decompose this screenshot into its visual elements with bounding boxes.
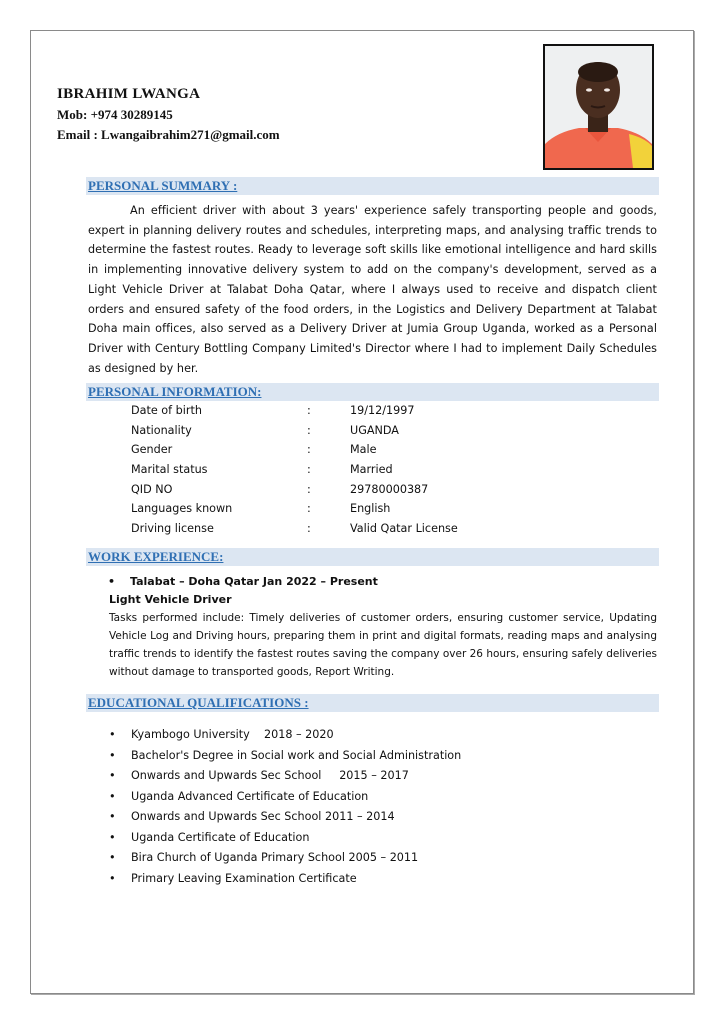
list-item bbox=[109, 766, 461, 787]
info-separator: : bbox=[307, 522, 311, 536]
info-label: Languages known bbox=[131, 502, 233, 516]
mobile-number: Mob: +974 30289145 bbox=[57, 107, 173, 122]
list-item bbox=[109, 787, 461, 808]
candidate-name: IBRAHIM LWANGA bbox=[57, 86, 201, 102]
bullet-icon: • bbox=[109, 748, 116, 762]
info-value: English bbox=[350, 502, 391, 516]
work-section-bar bbox=[86, 548, 659, 566]
summary-section-bar bbox=[86, 177, 659, 195]
bullet-icon: • bbox=[109, 830, 116, 844]
work-section-title: WORK EXPERIENCE: bbox=[88, 549, 224, 564]
info-separator: : bbox=[307, 443, 311, 457]
info-section-title: PERSONAL INFORMATION: bbox=[88, 384, 262, 399]
work-employer bbox=[108, 573, 656, 591]
list-item bbox=[109, 869, 461, 890]
bullet-icon: • bbox=[109, 851, 116, 864]
list-item bbox=[109, 746, 461, 767]
info-row-dob bbox=[131, 401, 530, 421]
bullet-icon: • bbox=[109, 789, 116, 803]
info-label: Marital status bbox=[131, 463, 208, 477]
work-experience-entry bbox=[109, 573, 657, 681]
work-role: Light Vehicle Driver bbox=[109, 593, 232, 606]
info-section-bar bbox=[86, 383, 659, 401]
info-value: Married bbox=[350, 463, 393, 477]
info-row-gender bbox=[131, 440, 530, 460]
profile-photo bbox=[543, 44, 654, 170]
info-row-marital-status bbox=[131, 460, 530, 480]
info-label: Gender bbox=[131, 443, 173, 457]
education-section-bar bbox=[86, 694, 659, 712]
info-value: Valid Qatar License bbox=[350, 522, 458, 536]
education-text: Uganda Advanced Certificate of Education bbox=[131, 789, 369, 803]
list-item bbox=[109, 725, 461, 746]
summary-section-title: PERSONAL SUMMARY : bbox=[88, 178, 238, 193]
info-row-qid bbox=[131, 480, 530, 500]
bullet-icon: • bbox=[108, 575, 116, 588]
education-section-title: EDUCATIONAL QUALIFICATIONS : bbox=[88, 695, 309, 710]
info-row-nationality bbox=[131, 421, 530, 441]
education-text: Uganda Certificate of Education bbox=[131, 830, 310, 844]
info-value: UGANDA bbox=[350, 423, 399, 437]
info-label: Date of birth bbox=[131, 404, 202, 417]
list-item bbox=[109, 828, 461, 849]
education-text: Bachelor's Degree in Social work and Social Administration bbox=[131, 748, 462, 762]
info-separator: : bbox=[307, 502, 311, 516]
list-item bbox=[109, 807, 461, 828]
info-separator: : bbox=[307, 404, 311, 417]
info-separator: : bbox=[307, 482, 311, 496]
resume-header bbox=[57, 86, 280, 147]
education-text: Primary Leaving Examination Certificate bbox=[131, 871, 357, 885]
education-text: Onwards and Upwards Sec School 2011 – 2014 bbox=[131, 810, 395, 823]
list-item bbox=[109, 848, 461, 869]
work-employer-text: Talabat – Doha Qatar Jan 2022 – Present bbox=[130, 575, 378, 588]
bullet-icon: • bbox=[109, 728, 116, 741]
info-value: Male bbox=[350, 443, 377, 457]
info-separator: : bbox=[307, 463, 311, 477]
education-text: Onwards and Upwards Sec School 2015 – 2017 bbox=[131, 769, 409, 782]
info-label: Driving license bbox=[131, 522, 214, 536]
email-address: Email : Lwangaibrahim271@gmail.com bbox=[57, 127, 280, 142]
bullet-icon: • bbox=[109, 871, 116, 885]
education-list bbox=[109, 725, 461, 889]
work-tasks: Tasks performed include: Timely deliveries of customer orders, ensuring customer service, Updating Vehicle Log and Driving hours, preparing them in print and digital formats, reading maps and analysing traffic trends to identify the fastest routes saving the company over 26 hours, ensuring safely deliveries without damage to transported goods, Report Writing. bbox=[109, 612, 657, 678]
bullet-icon: • bbox=[109, 810, 116, 823]
personal-summary-text: An efficient driver with about 3 years' experience safely transporting people and goods, expert in planning delivery routes and schedules, interpreting maps, and analysing traffic trends to determine the fastest routes. Ready to leverage soft skills like emotional intelligence and hard skills in implementing innovative delivery system to add on the company's development, served as a Light Vehicle Driver at Talabat Doha Qatar, where I always used to receive and dispatch client orders and ensured safety of the food orders, in the Logistics and Delivery Department at Talabat Doha main offices, also served as a Delivery Driver at Jumia Group Uganda, worked as a Personal Driver with Century Bottling Company Limited's Director where I had to implement Daily Schedules as designed by her. bbox=[88, 204, 657, 375]
info-label: Nationality bbox=[131, 423, 192, 437]
education-text: Kyambogo University 2018 – 2020 bbox=[131, 728, 334, 741]
info-label: QID NO bbox=[131, 482, 173, 496]
info-row-driving-license bbox=[131, 519, 530, 539]
info-value: 29780000387 bbox=[350, 482, 429, 496]
info-value: 19/12/1997 bbox=[350, 404, 415, 417]
education-text: Bira Church of Uganda Primary School 2005 – 2011 bbox=[131, 851, 419, 864]
info-separator: : bbox=[307, 423, 311, 437]
bullet-icon: • bbox=[109, 769, 116, 782]
info-row-languages bbox=[131, 499, 530, 519]
personal-info-table bbox=[131, 401, 530, 539]
